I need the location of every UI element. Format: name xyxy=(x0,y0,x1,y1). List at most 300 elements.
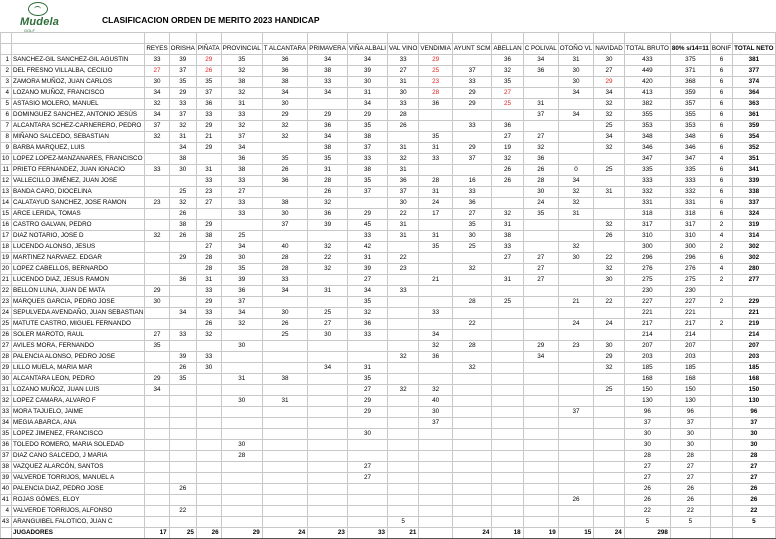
player-name-cell: BARBA MARQUEZ, LUIS xyxy=(12,143,145,154)
score-cell: 324 xyxy=(733,209,775,220)
score-cell xyxy=(492,418,523,429)
score-cell: 314 xyxy=(733,231,775,242)
score-cell: 34 xyxy=(221,143,262,154)
column-header: PRIMAVERA xyxy=(308,44,348,55)
score-cell xyxy=(419,374,452,385)
score-cell xyxy=(558,220,593,231)
score-cell: 30 xyxy=(523,187,558,198)
score-cell xyxy=(262,495,307,506)
score-cell xyxy=(452,418,492,429)
score-cell: 31 xyxy=(169,132,196,143)
score-cell xyxy=(558,121,593,132)
club-logo xyxy=(14,2,64,34)
rank-cell: 26 xyxy=(1,330,12,341)
table-row xyxy=(1,55,776,66)
score-cell xyxy=(221,517,262,528)
score-cell: 33 xyxy=(388,55,419,66)
score-cell: 280 xyxy=(733,264,775,275)
score-cell xyxy=(710,473,732,484)
score-cell: 31 xyxy=(221,374,262,385)
score-cell xyxy=(492,264,523,275)
score-cell: 30 xyxy=(452,231,492,242)
score-cell: 27 xyxy=(308,319,348,330)
score-cell xyxy=(523,220,558,231)
score-cell: 25 xyxy=(262,330,307,341)
score-cell: 353 xyxy=(670,121,710,132)
players-count-cell: 23 xyxy=(308,528,348,539)
score-cell: 32 xyxy=(169,121,196,132)
score-cell: 29 xyxy=(308,110,348,121)
score-cell xyxy=(221,352,262,363)
score-cell: 300 xyxy=(670,242,710,253)
score-cell xyxy=(523,297,558,308)
score-cell: 29 xyxy=(594,352,625,363)
score-cell xyxy=(594,484,625,495)
score-cell xyxy=(492,363,523,374)
score-cell: 30 xyxy=(262,308,307,319)
score-cell xyxy=(145,176,169,187)
score-cell: 39 xyxy=(308,220,348,231)
player-name-cell: ARCE LERIDA, TOMAS xyxy=(12,209,145,220)
score-cell: 35 xyxy=(452,220,492,231)
score-cell: 21 xyxy=(196,132,221,143)
score-cell xyxy=(419,319,452,330)
score-cell xyxy=(308,341,348,352)
score-cell: 22 xyxy=(452,319,492,330)
score-cell: 32 xyxy=(308,242,348,253)
score-cell xyxy=(221,495,262,506)
score-cell: 25 xyxy=(169,187,196,198)
score-cell xyxy=(452,484,492,495)
score-cell xyxy=(308,429,348,440)
rank-cell: 12 xyxy=(1,176,12,187)
score-cell: 33 xyxy=(196,352,221,363)
score-cell xyxy=(145,220,169,231)
score-cell: 27 xyxy=(145,66,169,77)
score-cell: 377 xyxy=(733,66,775,77)
score-cell: 32 xyxy=(262,132,307,143)
score-cell: 30 xyxy=(388,198,419,209)
score-cell: 30 xyxy=(145,297,169,308)
score-cell: 30 xyxy=(594,55,625,66)
score-cell xyxy=(492,198,523,209)
score-cell: 25 xyxy=(419,66,452,77)
score-cell: 352 xyxy=(733,143,775,154)
score-cell xyxy=(594,495,625,506)
score-cell xyxy=(492,473,523,484)
score-cell: 331 xyxy=(624,198,670,209)
rank-cell: 33 xyxy=(1,407,12,418)
player-name-cell: DOMINGUEZ SANCHEZ, ANTONIO JESÚS xyxy=(12,110,145,121)
score-cell: 30 xyxy=(558,66,593,77)
score-cell: 38 xyxy=(262,374,307,385)
score-cell: 27 xyxy=(347,462,387,473)
score-cell: 32 xyxy=(221,88,262,99)
score-cell xyxy=(710,451,732,462)
rank-cell: 2 xyxy=(1,66,12,77)
score-cell xyxy=(558,462,593,473)
score-cell: 23 xyxy=(196,187,221,198)
rank-cell: 18 xyxy=(1,242,12,253)
score-cell xyxy=(523,319,558,330)
score-cell: 31 xyxy=(419,187,452,198)
score-cell: 32 xyxy=(594,220,625,231)
score-cell: 32 xyxy=(594,264,625,275)
score-cell xyxy=(452,374,492,385)
score-cell: 25 xyxy=(594,385,625,396)
score-cell: 32 xyxy=(196,330,221,341)
player-name-cell: MORA TAJUELO, JAIME xyxy=(12,407,145,418)
score-cell: 40 xyxy=(419,396,452,407)
score-cell xyxy=(388,451,419,462)
score-cell: 30 xyxy=(670,429,710,440)
score-cell xyxy=(492,319,523,330)
score-cell xyxy=(347,352,387,363)
table-row xyxy=(1,495,776,506)
score-cell: 381 xyxy=(733,55,775,66)
score-cell xyxy=(221,418,262,429)
table-row xyxy=(1,297,776,308)
column-header: TOTAL BRUTO xyxy=(624,44,670,55)
rank-cell: 36 xyxy=(1,440,12,451)
score-cell: 35 xyxy=(196,77,221,88)
score-cell: 130 xyxy=(670,396,710,407)
score-cell: 28 xyxy=(452,297,492,308)
score-cell: 28 xyxy=(262,253,307,264)
score-cell: 302 xyxy=(733,253,775,264)
score-cell: 4 xyxy=(710,154,732,165)
score-cell xyxy=(308,418,348,429)
table-row xyxy=(1,385,776,396)
rank-cell: 19 xyxy=(1,253,12,264)
score-cell xyxy=(145,506,169,517)
score-cell xyxy=(262,297,307,308)
score-cell: 33 xyxy=(196,176,221,187)
score-cell: 26 xyxy=(523,165,558,176)
score-cell xyxy=(388,495,419,506)
score-cell: 33 xyxy=(419,308,452,319)
score-cell: 34 xyxy=(221,308,262,319)
score-cell: 230 xyxy=(624,286,670,297)
score-cell xyxy=(710,484,732,495)
column-header: PIÑATA xyxy=(196,44,221,55)
score-cell: 31 xyxy=(347,88,387,99)
score-cell xyxy=(388,374,419,385)
score-cell: 30 xyxy=(308,330,348,341)
score-cell: 33 xyxy=(169,330,196,341)
score-cell xyxy=(523,286,558,297)
table-row xyxy=(1,264,776,275)
score-cell: 26 xyxy=(733,495,775,506)
table-row xyxy=(1,253,776,264)
score-cell xyxy=(262,462,307,473)
score-cell xyxy=(523,330,558,341)
score-cell: 21 xyxy=(419,275,452,286)
score-cell: 317 xyxy=(670,220,710,231)
score-cell: 37 xyxy=(452,66,492,77)
table-row xyxy=(1,286,776,297)
score-cell: 30 xyxy=(169,165,196,176)
score-cell: 6 xyxy=(710,99,732,110)
table-row xyxy=(1,242,776,253)
score-cell: 2 xyxy=(710,275,732,286)
score-cell xyxy=(452,55,492,66)
score-cell: 33 xyxy=(388,286,419,297)
player-name-cell: ASTASIO MOLERO, MANUEL xyxy=(12,99,145,110)
player-name-cell: LUCENDO ALONSO, JESUS xyxy=(12,242,145,253)
score-cell: 277 xyxy=(733,275,775,286)
score-cell: 27 xyxy=(492,253,523,264)
rank-cell: 35 xyxy=(1,429,12,440)
score-cell xyxy=(308,275,348,286)
rank-cell: 7 xyxy=(1,121,12,132)
player-name-cell: LOPEZ CAMARA, ALVARO F xyxy=(12,396,145,407)
score-cell: 32 xyxy=(262,121,307,132)
score-cell xyxy=(419,297,452,308)
score-cell: 346 xyxy=(670,143,710,154)
table-row xyxy=(1,88,776,99)
rank-cell: 5 xyxy=(1,99,12,110)
score-cell xyxy=(308,352,348,363)
player-name-cell: BELLON LUNA, JUAN DE MATA xyxy=(12,286,145,297)
score-cell: 30 xyxy=(594,341,625,352)
score-cell xyxy=(308,440,348,451)
score-cell: 347 xyxy=(670,154,710,165)
score-cell xyxy=(145,352,169,363)
score-cell xyxy=(262,484,307,495)
score-cell: 203 xyxy=(670,352,710,363)
table-row xyxy=(1,220,776,231)
players-count-cell: 18 xyxy=(492,528,523,539)
rank-header xyxy=(1,44,12,55)
score-cell xyxy=(419,165,452,176)
score-cell xyxy=(169,429,196,440)
score-cell: 374 xyxy=(733,77,775,88)
score-cell xyxy=(196,385,221,396)
score-cell: 31 xyxy=(196,275,221,286)
player-name-cell: CALATAYUD SANCHEZ, JOSE RAMON xyxy=(12,198,145,209)
score-cell: 42 xyxy=(347,242,387,253)
score-cell: 27 xyxy=(523,253,558,264)
score-cell xyxy=(262,231,307,242)
rank-cell: 8 xyxy=(1,132,12,143)
score-cell xyxy=(262,517,307,528)
score-cell: 23 xyxy=(558,341,593,352)
table-row xyxy=(1,462,776,473)
score-cell: 2 xyxy=(710,220,732,231)
score-cell: 38 xyxy=(196,231,221,242)
score-cell xyxy=(523,121,558,132)
score-cell: 6 xyxy=(710,187,732,198)
score-cell xyxy=(452,396,492,407)
table-row xyxy=(1,165,776,176)
score-cell: 36 xyxy=(347,319,387,330)
score-cell: 433 xyxy=(624,55,670,66)
score-cell: 150 xyxy=(670,385,710,396)
score-cell: 28 xyxy=(196,253,221,264)
score-cell xyxy=(347,517,387,528)
score-cell xyxy=(558,484,593,495)
score-cell: 30 xyxy=(262,99,307,110)
score-cell xyxy=(262,473,307,484)
score-cell: 35 xyxy=(523,209,558,220)
score-cell xyxy=(523,473,558,484)
score-cell: 31 xyxy=(388,165,419,176)
score-cell xyxy=(558,374,593,385)
score-cell: 2 xyxy=(710,297,732,308)
score-cell: 26 xyxy=(733,484,775,495)
score-cell xyxy=(347,341,387,352)
score-cell: 5 xyxy=(670,517,710,528)
score-cell: 34 xyxy=(308,88,348,99)
score-cell: 27 xyxy=(388,66,419,77)
score-cell: 6 xyxy=(710,176,732,187)
score-cell xyxy=(492,462,523,473)
rank-cell: 28 xyxy=(1,352,12,363)
score-cell xyxy=(558,99,593,110)
score-cell: 27 xyxy=(523,275,558,286)
player-name-cell: LOPEZ CABELLOS, BERNARDO xyxy=(12,264,145,275)
score-cell: 26 xyxy=(169,363,196,374)
score-cell xyxy=(558,440,593,451)
score-cell xyxy=(196,473,221,484)
logo-subtitle: GOLF xyxy=(24,28,35,33)
score-cell: 39 xyxy=(221,275,262,286)
score-cell: 168 xyxy=(733,374,775,385)
score-cell: 33 xyxy=(221,198,262,209)
score-cell xyxy=(492,396,523,407)
score-cell: 32 xyxy=(388,385,419,396)
score-cell: 37 xyxy=(221,132,262,143)
score-cell: 355 xyxy=(624,110,670,121)
score-cell: 26 xyxy=(492,176,523,187)
score-cell xyxy=(523,407,558,418)
players-count-cell: 29 xyxy=(221,528,262,539)
score-cell xyxy=(347,451,387,462)
score-cell: 332 xyxy=(624,187,670,198)
score-cell xyxy=(419,110,452,121)
score-cell xyxy=(419,253,452,264)
rank-cell: 25 xyxy=(1,319,12,330)
score-cell: 36 xyxy=(221,286,262,297)
score-cell xyxy=(523,517,558,528)
score-cell: 32 xyxy=(558,187,593,198)
score-cell xyxy=(169,440,196,451)
score-cell xyxy=(419,451,452,462)
score-cell xyxy=(169,407,196,418)
score-cell xyxy=(523,429,558,440)
score-cell: 35 xyxy=(347,297,387,308)
table-row xyxy=(1,473,776,484)
score-cell xyxy=(308,484,348,495)
score-cell: 37 xyxy=(388,187,419,198)
score-cell xyxy=(419,363,452,374)
score-cell: 22 xyxy=(733,506,775,517)
score-cell xyxy=(558,154,593,165)
score-cell: 341 xyxy=(733,165,775,176)
score-cell: 33 xyxy=(196,286,221,297)
player-name-cell: DIAZ NOTARIO, JOSE D xyxy=(12,231,145,242)
players-count-cell: 19 xyxy=(523,528,558,539)
players-count-cell xyxy=(733,528,775,539)
column-header: NAVIDAD xyxy=(594,44,625,55)
score-cell: 32 xyxy=(419,385,452,396)
score-cell: 27 xyxy=(452,209,492,220)
score-cell: 32 xyxy=(594,99,625,110)
score-cell: 217 xyxy=(670,319,710,330)
score-cell xyxy=(710,352,732,363)
score-cell: 36 xyxy=(221,154,262,165)
score-cell: 168 xyxy=(624,374,670,385)
score-cell: 364 xyxy=(733,88,775,99)
score-cell: 28 xyxy=(308,176,348,187)
player-name-cell: AVILES MORA, FERNANDO xyxy=(12,341,145,352)
score-cell: 34 xyxy=(594,88,625,99)
score-cell xyxy=(492,330,523,341)
table-row xyxy=(1,363,776,374)
table-row xyxy=(1,121,776,132)
score-cell: 230 xyxy=(670,286,710,297)
score-cell: 36 xyxy=(196,99,221,110)
score-cell: 335 xyxy=(670,165,710,176)
score-cell xyxy=(594,330,625,341)
score-cell xyxy=(308,297,348,308)
score-cell xyxy=(388,319,419,330)
score-cell: 185 xyxy=(624,363,670,374)
score-cell: 32 xyxy=(169,198,196,209)
score-cell: 36 xyxy=(169,275,196,286)
score-cell: 296 xyxy=(670,253,710,264)
score-cell: 28 xyxy=(221,451,262,462)
score-cell xyxy=(492,429,523,440)
score-cell xyxy=(710,506,732,517)
score-cell xyxy=(262,506,307,517)
score-cell: 34 xyxy=(347,286,387,297)
score-cell: 346 xyxy=(624,143,670,154)
score-cell xyxy=(169,462,196,473)
table-row xyxy=(1,440,776,451)
players-count-cell xyxy=(419,528,452,539)
table-row xyxy=(1,99,776,110)
table-row xyxy=(1,330,776,341)
score-cell: 22 xyxy=(388,209,419,220)
rank-cell: 40 xyxy=(1,484,12,495)
score-cell: 27 xyxy=(594,66,625,77)
players-count-cell: 15 xyxy=(558,528,593,539)
score-cell: 34 xyxy=(145,110,169,121)
score-cell xyxy=(558,506,593,517)
score-cell xyxy=(710,418,732,429)
score-cell: 331 xyxy=(670,198,710,209)
score-cell: 32 xyxy=(523,143,558,154)
score-cell: 30 xyxy=(624,429,670,440)
score-cell: 26 xyxy=(624,495,670,506)
player-name-cell: VALLECILLO JIMÉNEZ, JUAN JOSE xyxy=(12,176,145,187)
score-cell: 31 xyxy=(419,231,452,242)
score-cell: 150 xyxy=(624,385,670,396)
score-cell: 35 xyxy=(262,154,307,165)
score-cell: 27 xyxy=(670,462,710,473)
score-cell: 413 xyxy=(624,88,670,99)
score-cell: 207 xyxy=(624,341,670,352)
score-cell: 31 xyxy=(594,187,625,198)
score-cell: 36 xyxy=(452,198,492,209)
score-cell xyxy=(308,407,348,418)
score-cell: 39 xyxy=(347,264,387,275)
score-cell: 36 xyxy=(262,66,307,77)
player-name-cell: PRIETO FERNANDEZ, JUAN IGNACIO xyxy=(12,165,145,176)
score-cell: 26 xyxy=(492,165,523,176)
